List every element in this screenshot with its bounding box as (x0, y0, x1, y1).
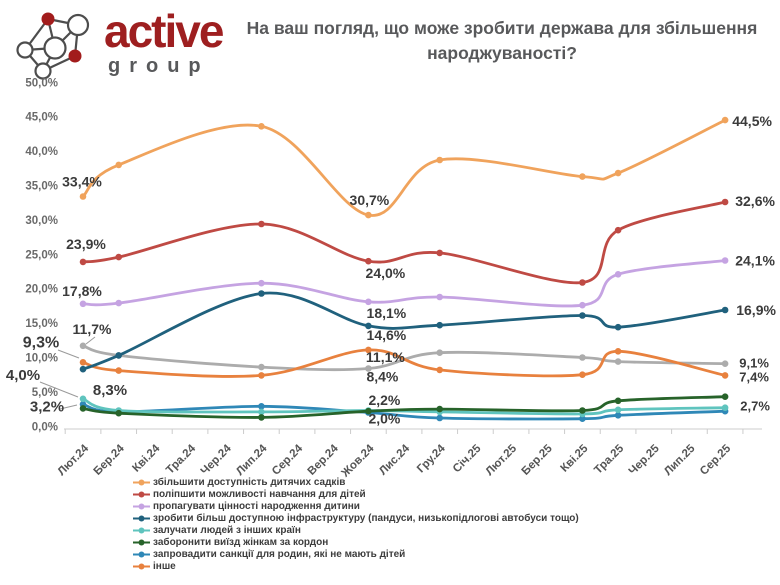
data-label: 23,9% (66, 235, 106, 252)
legend-item-label: зробити більш доступною інфраструктуру (пандуси, низькопідлогові автобуси тощо) (153, 513, 579, 525)
x-tick-label: Гру.24 (415, 442, 448, 476)
data-point-marker (365, 212, 372, 219)
y-tick-label: 35,0% (25, 180, 58, 193)
data-point-marker (436, 349, 443, 356)
legend-item (133, 489, 579, 501)
legend-marker-icon (133, 514, 150, 523)
x-tick-label: Сер.24 (269, 442, 306, 478)
x-tick-label: Лип.25 (662, 442, 698, 479)
data-point-marker (258, 280, 265, 287)
y-tick-label: 30,0% (25, 214, 58, 227)
data-point-marker (579, 173, 586, 180)
legend-item-label: залучати людей з інших країн (153, 525, 301, 536)
x-tick-label: Бер.25 (519, 442, 555, 478)
x-tick-label: Сер.25 (698, 442, 734, 478)
data-point-marker (615, 358, 622, 365)
legend-marker-icon (133, 538, 150, 547)
data-point-marker (722, 372, 729, 379)
data-point-marker (80, 366, 87, 373)
data-point-marker (258, 364, 265, 371)
data-point-marker (722, 307, 729, 314)
data-point-marker (436, 322, 443, 329)
data-point-marker (615, 271, 622, 278)
x-tick-label: Бер.24 (91, 442, 127, 478)
data-point-marker (258, 123, 265, 130)
series-line (83, 120, 725, 215)
legend-marker-icon (133, 490, 150, 499)
legend-item (133, 560, 579, 572)
data-point-marker (436, 415, 443, 422)
data-point-marker (115, 254, 122, 261)
data-label: 32,6% (735, 193, 775, 209)
data-label: 9,3% (22, 334, 60, 352)
legend-item (133, 513, 579, 525)
data-label: 11,1% (365, 348, 405, 365)
y-tick-label: 5,0% (31, 386, 58, 399)
data-label: 7,4% (739, 369, 769, 385)
data-point-marker (579, 302, 586, 309)
y-tick-label: 40,0% (25, 146, 58, 159)
data-point-marker (579, 371, 586, 378)
legend-item (133, 501, 579, 513)
x-tick-label: Лис.24 (377, 442, 413, 478)
x-tick-label: Січ.25 (450, 442, 484, 476)
x-tick-label: Жов.24 (339, 442, 377, 480)
x-tick-label: Кві.24 (130, 442, 163, 475)
chart-title: На ваш погляд, що може зробити держава для збільшення народжуваності? (246, 18, 758, 64)
data-point-marker (615, 227, 622, 234)
data-label: 14,6% (366, 326, 407, 343)
annotation-leader-line (86, 337, 95, 344)
x-tick-label: Чер.24 (198, 442, 234, 478)
data-label: 24,0% (365, 265, 406, 282)
data-point-marker (579, 279, 586, 286)
data-point-marker (615, 324, 622, 331)
data-point-marker (80, 359, 87, 366)
data-point-marker (722, 393, 729, 400)
data-point-marker (115, 410, 122, 417)
data-point-marker (436, 406, 443, 413)
data-label: 4,0% (5, 366, 41, 384)
legend-item-label: заборонити виїзд жінкам за кордон (153, 536, 329, 548)
x-tick-label: Лют.24 (55, 442, 92, 479)
data-point-marker (722, 257, 729, 264)
data-label: 8,3% (92, 382, 128, 400)
data-point-marker (579, 312, 586, 319)
data-point-marker (258, 290, 265, 297)
data-point-marker (80, 405, 87, 412)
data-point-marker (436, 367, 443, 374)
legend-marker-icon (133, 478, 150, 487)
data-point-marker (258, 414, 265, 421)
y-tick-label: 20,0% (25, 283, 58, 296)
data-point-marker (258, 221, 265, 228)
data-label: 44,5% (732, 113, 772, 130)
legend-marker-icon (133, 550, 150, 559)
legend (133, 477, 579, 572)
data-point-marker (436, 250, 443, 257)
y-tick-label: 45,0% (25, 111, 58, 124)
data-label: 8,4% (366, 368, 399, 385)
data-label: 3,2% (29, 398, 65, 416)
y-tick-label: 0,0% (31, 421, 58, 434)
data-label: 18,1% (366, 304, 407, 321)
x-tick-label: Лип.24 (234, 442, 270, 479)
data-point-marker (115, 352, 122, 359)
data-point-marker (115, 367, 122, 374)
data-label: 17,8% (62, 282, 102, 299)
data-label: 30,7% (349, 192, 390, 209)
data-point-marker (722, 117, 729, 124)
x-tick-label: Тра.25 (592, 442, 627, 477)
data-label: 2,0% (368, 410, 401, 427)
data-point-marker (365, 258, 372, 265)
y-tick-label: 25,0% (25, 249, 58, 262)
legend-item-label: збільшити доступність дитячих садків (153, 477, 346, 489)
legend-item (133, 525, 579, 537)
data-point-marker (579, 407, 586, 414)
annotation-leader-line (58, 350, 79, 358)
legend-item-label: пропагувати цінності народження дитини (153, 501, 360, 513)
data-point-marker (579, 354, 586, 361)
y-tick-label: 15,0% (25, 318, 58, 331)
legend-marker-icon (133, 562, 150, 571)
data-point-marker (722, 360, 729, 367)
data-point-marker (436, 157, 443, 164)
data-label: 16,9% (736, 302, 776, 318)
legend-item-label: запровадити санкції для родин, які не мають дітей (153, 548, 406, 560)
data-point-marker (722, 404, 729, 411)
data-point-marker (80, 301, 87, 308)
data-point-marker (80, 193, 87, 200)
data-point-marker (615, 407, 622, 414)
x-tick-label: Лют.25 (483, 442, 520, 479)
data-point-marker (115, 300, 122, 307)
data-label: 2,7% (740, 398, 770, 414)
data-label: 2,2% (368, 392, 401, 409)
data-point-marker (115, 162, 122, 169)
data-label: 33,4% (62, 173, 102, 190)
legend-item (133, 548, 579, 560)
legend-item (133, 536, 579, 548)
data-point-marker (615, 348, 622, 355)
y-tick-label: 50,0% (25, 77, 58, 90)
data-point-marker (258, 372, 265, 379)
data-point-marker (722, 199, 729, 206)
data-point-marker (80, 343, 87, 350)
data-label: 24,1% (735, 252, 775, 269)
legend-marker-icon (133, 526, 150, 535)
legend-item (133, 477, 579, 489)
data-point-marker (80, 259, 87, 266)
data-point-marker (80, 396, 87, 403)
brand-name: active (104, 5, 223, 57)
y-tick-label: 10,0% (25, 352, 58, 365)
x-tick-label: Кві.25 (558, 442, 591, 475)
data-label: 11,7% (72, 320, 112, 337)
legend-marker-icon (133, 502, 150, 511)
data-point-marker (436, 294, 443, 301)
x-tick-label: Чер.25 (626, 442, 662, 478)
x-tick-label: Тра.24 (164, 442, 199, 477)
x-tick-label: Вер.24 (305, 442, 341, 478)
data-label: 9,1% (739, 355, 769, 371)
brand-subname: group (108, 55, 210, 77)
data-point-marker (615, 170, 622, 177)
data-point-marker (615, 398, 622, 405)
legend-item-label: інше (153, 560, 176, 572)
legend-item-label: поліпшити можливості навчання для дітей (153, 489, 366, 501)
